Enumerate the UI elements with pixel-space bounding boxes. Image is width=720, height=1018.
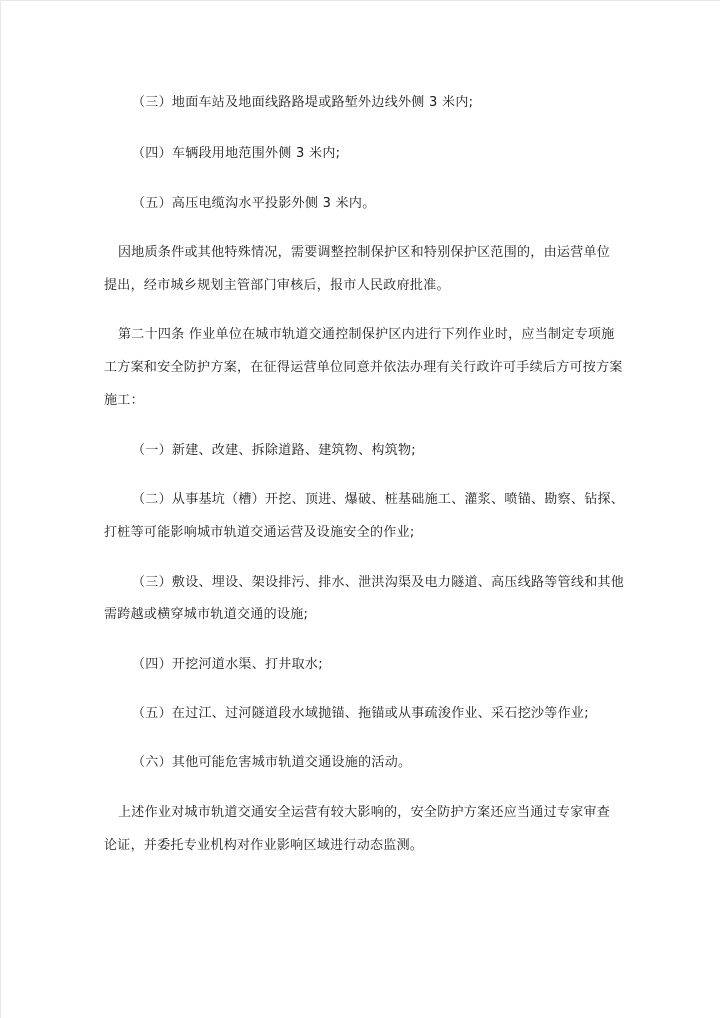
work-item-4: （四）开挖河道水渠、打井取水; xyxy=(132,657,323,672)
article-24-line-2: 工方案和安全防护方案，在征得运营单位同意并依法办理有关行政许可手续后方可按方案 xyxy=(104,360,623,375)
closing-paragraph-line-2: 论证，并委托专业机构对作业影响区域进行动态监测。 xyxy=(104,838,424,853)
work-item-1: （一）新建、改建、拆除道路、建筑物、构筑物; xyxy=(132,443,416,458)
article-24-line-1: 第二十四条 作业单位在城市轨道交通控制保护区内进行下列作业时，应当制定专项施 xyxy=(118,327,615,342)
article-24-line-3: 施工： xyxy=(104,393,144,408)
work-item-2-line-2: 打桩等可能影响城市轨道交通运营及设施安全的作业; xyxy=(104,525,415,540)
clause-5-text-line: （五）高压电缆沟水平投影外侧 3 米内。 xyxy=(132,196,376,211)
clause-4-text-line: （四）车辆段用地范围外侧 3 米内; xyxy=(132,146,341,161)
work-item-2-line-1: （二）从事基坑（槽）开挖、顶进、爆破、桩基础施工、灌浆、喷锚、勘察、钻探、 xyxy=(132,492,625,507)
work-item-3-line-1: （三）敷设、埋设、架设排污、排水、泄洪沟渠及电力隧道、高压线路等管线和其他 xyxy=(132,575,625,590)
work-item-5: （五）在过江、过河隧道段水域抛锚、拖锚或从事疏浚作业、采石挖沙等作业; xyxy=(132,706,589,721)
page-border-top xyxy=(0,0,720,1)
work-item-6: （六）其他可能危害城市轨道交通设施的活动。 xyxy=(132,755,412,770)
adjustment-paragraph-line-1: 因地质条件或其他特殊情况，需要调整控制保护区和特别保护区范围的，由运营单位 xyxy=(118,245,611,260)
page-border-left xyxy=(0,0,1,1018)
adjustment-paragraph-line-2: 提出，经市城乡规划主管部门审核后，报市人民政府批准。 xyxy=(104,278,450,293)
closing-paragraph-line-1: 上述作业对城市轨道交通安全运营有较大影响的，安全防护方案还应当通过专家审查 xyxy=(118,805,611,820)
clause-3-text-line: （三）地面车站及地面线路路堤或路堑外边线外侧 3 米内; xyxy=(132,95,474,110)
work-item-3-line-2: 需跨越或横穿城市轨道交通的设施; xyxy=(104,607,309,622)
